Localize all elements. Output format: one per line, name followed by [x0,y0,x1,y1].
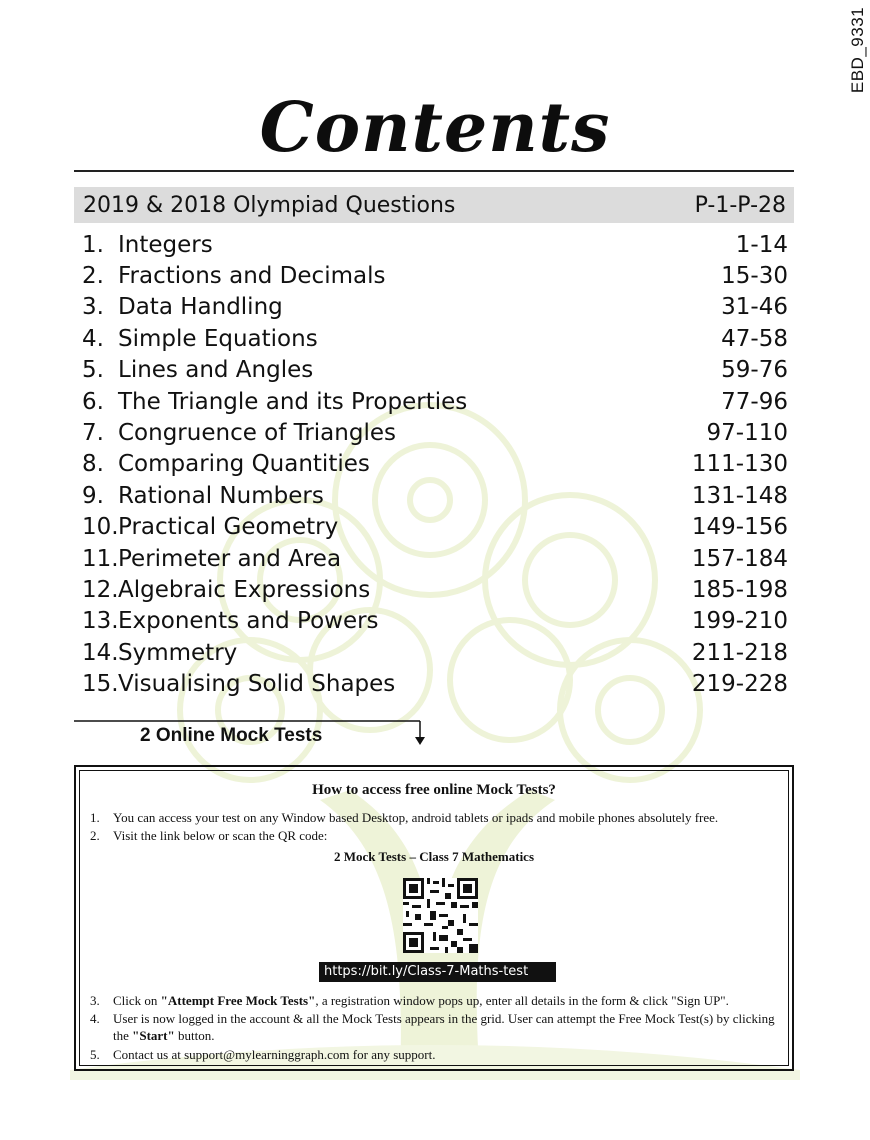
chapter-row [82,606,788,637]
step-number: 1. [90,810,100,825]
step-text: Visit the link below or scan the QR code: [113,828,328,843]
step-text-part: User is now logged in the account & all the Mock Tests appears in the grid. User can attempt the Free Mock Test(s) by clicking the [113,1011,775,1043]
attempt-button-reference: "Attempt Free Mock Tests" [160,993,316,1008]
chapter-row [82,386,788,417]
olympiad-questions-row [74,187,794,223]
step-number: 2. [90,828,100,843]
chapter-title: Rational Numbers [118,482,324,509]
chapter-list [82,229,788,700]
chapter-number: 10. [82,514,119,541]
chapter-number: 8. [82,451,104,478]
access-box-inner [79,770,789,1066]
chapter-number: 12. [82,576,119,603]
step-3 [90,992,780,1009]
document-code-text: EBD_9331 [848,6,868,94]
mock-tests-label: 2 Online Mock Tests [140,725,323,746]
step-text [113,992,780,1009]
chapter-pages: 97-110 [706,420,788,447]
chapter-title: Fractions and Decimals [118,263,386,290]
qr-code[interactable] [403,878,478,953]
step-5 [90,1046,780,1063]
chapter-pages: 47-58 [721,325,788,352]
chapter-row [82,417,788,448]
page-title: Contents [259,88,611,168]
step-1 [90,809,780,826]
title-rule [74,170,794,172]
chapter-row [82,574,788,605]
chapter-number: 6. [82,388,104,415]
step-text-part: , a registration window pops up, enter all details in the form & click "Sign UP". [315,993,729,1008]
step-number: 3. [90,993,100,1008]
chapter-row [82,323,788,354]
chapter-row [82,449,788,480]
step-text: Contact us at support@mylearninggraph.com for any support. [113,1047,436,1062]
olympiad-pages: P-1-P-28 [694,192,786,218]
chapter-title: Integers [118,231,213,258]
chapter-pages: 77-96 [721,388,788,415]
access-box-title: How to access free online Mock Tests? [312,782,556,798]
chapter-row [82,260,788,291]
chapter-pages: 211-218 [691,639,788,666]
chapter-number: 9. [82,482,104,509]
chapter-row [82,480,788,511]
chapter-row [82,355,788,386]
chapter-row [82,292,788,323]
chapter-number: 13. [82,608,119,635]
chapter-title: Algebraic Expressions [118,576,371,603]
chapter-pages: 185-198 [691,576,788,603]
step-2 [90,827,780,844]
step-number: 4. [90,1011,100,1026]
chapter-title: Practical Geometry [118,514,339,541]
chapter-pages: 111-130 [691,451,788,478]
chapter-title: The Triangle and its Properties [118,388,468,415]
chapter-pages: 219-228 [691,671,788,698]
chapter-title: Lines and Angles [118,357,314,384]
chapter-pages: 1-14 [735,231,788,258]
chapter-row [82,512,788,543]
mock-test-access-box [74,765,794,1071]
step-text: You can access your test on any Window based Desktop, android tablets or ipads and mobile phones absolutely free. [113,810,719,825]
chapter-number: 15. [82,671,119,698]
chapter-number: 11. [82,545,119,572]
chapter-pages: 199-210 [691,608,788,635]
chapter-number: 5. [82,357,104,384]
chapter-title: Symmetry [118,639,238,666]
chapter-pages: 157-184 [691,545,788,572]
chapter-row [82,229,788,260]
chapter-title: Comparing Quantities [118,451,370,478]
chapter-number: 3. [82,294,104,321]
chapter-pages: 59-76 [721,357,788,384]
chapter-title: Data Handling [118,294,283,321]
chapter-number: 7. [82,420,104,447]
chapter-title: Perimeter and Area [118,545,342,572]
chapter-title: Simple Equations [118,325,318,352]
document-code [836,4,870,96]
chapter-title: Exponents and Powers [118,608,379,635]
mock-test-link[interactable]: https://bit.ly/Class-7-Maths-test [319,962,556,982]
chapter-pages: 149-156 [691,514,788,541]
chapter-title: Congruence of Triangles [118,420,396,447]
start-button-reference: "Start" [132,1028,175,1043]
mock-tests-subheading: 2 Mock Tests – Class 7 Mathematics [333,849,535,864]
chapter-number: 2. [82,263,104,290]
chapter-pages: 15-30 [721,263,788,290]
step-number: 5. [90,1047,100,1062]
chapter-number: 14. [82,639,119,666]
step-text-part: button. [174,1028,215,1043]
chapter-row [82,637,788,668]
chapter-number: 4. [82,325,104,352]
chapter-row [82,668,788,699]
olympiad-label: 2019 & 2018 Olympiad Questions [83,192,456,218]
chapter-title: Visualising Solid Shapes [118,671,396,698]
chapter-row [82,543,788,574]
step-text [113,1010,780,1044]
chapter-pages: 31-46 [721,294,788,321]
chapter-number: 1. [82,231,104,258]
step-4 [90,1010,780,1044]
chapter-pages: 131-148 [691,482,788,509]
step-text-part: Click on [113,993,161,1008]
